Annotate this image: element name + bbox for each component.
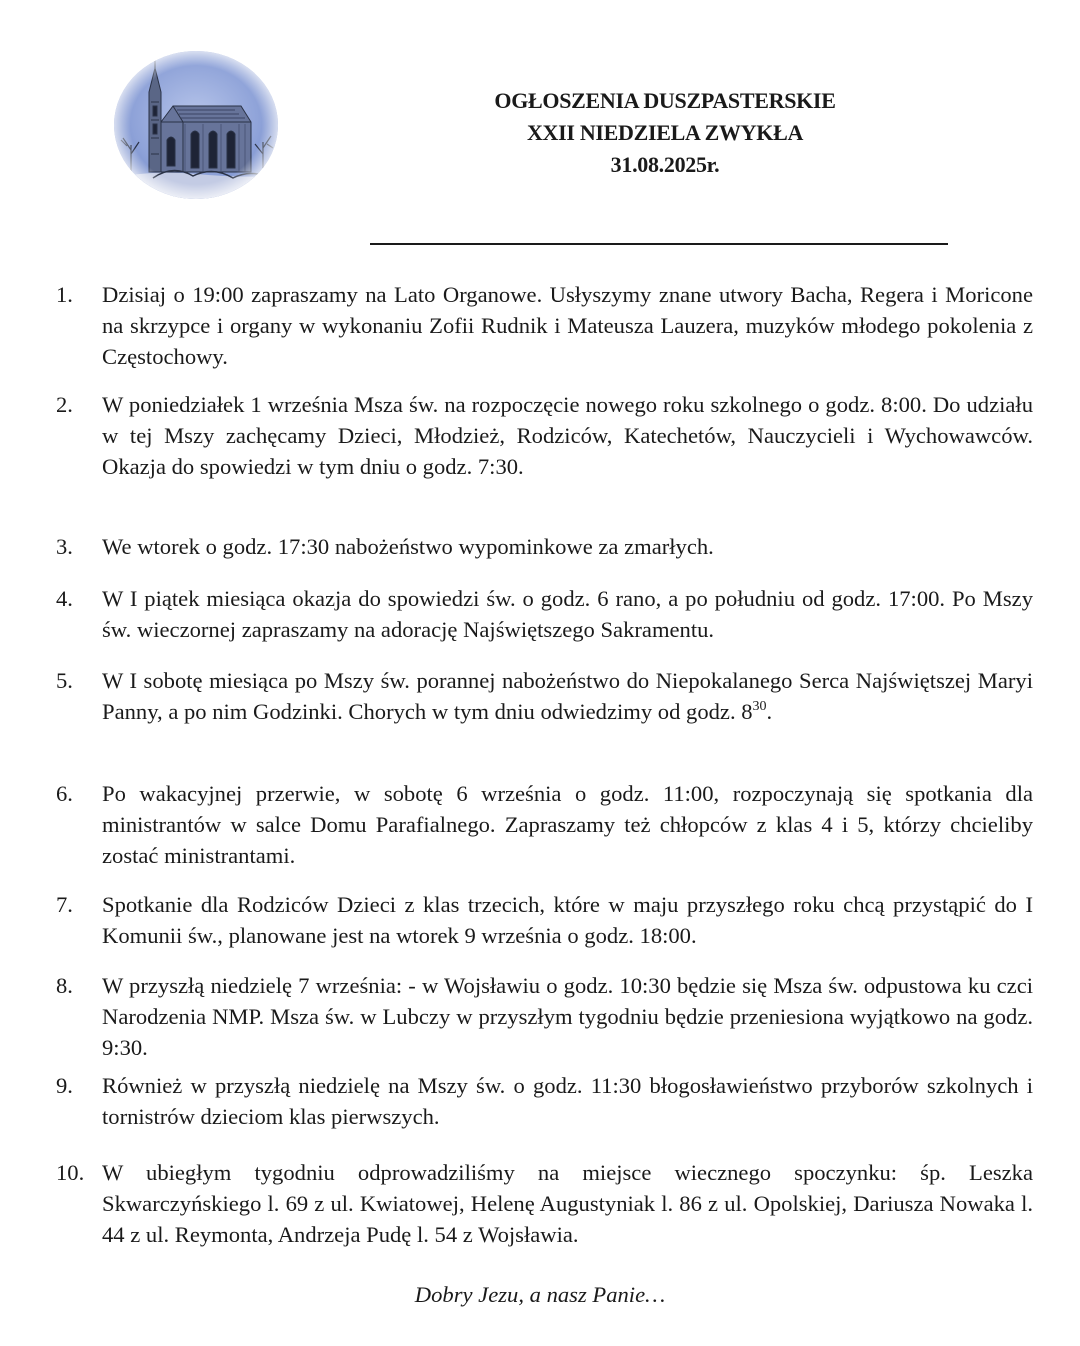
list-item (56, 778, 1033, 871)
list-item (56, 389, 1033, 482)
item-text: Również w przyszłą niedzielę na Mszy św. o godz. 11:30 błogosławieństwo przyborów szkolnych i tornistrów dzieciom klas pierwszych. (102, 1073, 1033, 1129)
header-divider (370, 243, 948, 245)
item-number: 5. (56, 668, 73, 693)
item-number: 9. (56, 1073, 73, 1098)
church-icon (113, 50, 279, 200)
list-item (56, 889, 1033, 951)
item-number: 3. (56, 534, 73, 559)
item-text: W przyszłą niedzielę 7 września: - w Wojsławiu o godz. 10:30 będzie się Msza św. odpustowa ku czci Narodzenia NMP. Msza św. w Lubczy w przyszłym tygodniu będzie przeniesiona wyjątkowo na godz. 9:30. (102, 973, 1033, 1060)
header-title: OGŁOSZENIA DUSZPASTERSKIE (494, 88, 836, 113)
item-text: We wtorek o godz. 17:30 nabożeństwo wypominkowe za zmarłych. (102, 534, 714, 559)
item-number: 6. (56, 781, 73, 806)
item-text: Po wakacyjnej przerwie, w sobotę 6 września o godz. 11:00, rozpoczynają się spotkania dla ministrantów w salce Domu Parafialnego. Zapraszamy też chłopców z klas 4 i 5, którzy chcieliby zostać ministrantami. (102, 781, 1033, 868)
item-number: 4. (56, 586, 73, 611)
list-item (56, 583, 1033, 645)
item-text-superscript: 30 (752, 699, 767, 714)
item-text-end: . (766, 699, 773, 724)
item-text (102, 665, 1033, 727)
item-text: Dzisiaj o 19:00 zapraszamy na Lato Organowe. Usłyszymy znane utwory Bacha, Regera i Moricone na skrzypce i organy w wykonaniu Zofii Rudnik i Mateusza Lauzera, muzyków młodego pokolenia z Częstochowy. (102, 282, 1033, 369)
item-number: 2. (56, 392, 73, 417)
page-header (400, 85, 930, 181)
header-sunday: XXII NIEDZIELA ZWYKŁA (526, 120, 804, 145)
item-number: 1. (56, 282, 73, 307)
item-number: 7. (56, 892, 73, 917)
item-number: 10. (56, 1160, 85, 1185)
item-text: Spotkanie dla Rodziców Dzieci z klas trzecich, które w maju przyszłego roku chcą przystąpić do I Komunii św., planowane jest na wtorek 9 września o godz. 18:00. (102, 892, 1033, 948)
list-item (56, 1070, 1033, 1132)
item-number: 8. (56, 973, 73, 998)
item-text-main: W I sobotę miesiąca po Mszy św. porannej nabożeństwo do Niepokalanego Serca Najświętszej Maryi Panny, a po nim Godzinki. Chorych w tym dniu odwiedzimy od godz. 8 (102, 668, 1033, 724)
list-item (56, 531, 1033, 562)
item-text: W ubiegłym tygodniu odprowadziliśmy na miejsce wiecznego spoczynku: śp. Leszka Skwarczyńskiego l. 69 z ul. Kwiatowej, Helenę Augustyniak l. 86 z ul. Opolskiej, Dariusza Nowaka l. 44 z ul. Reymonta, Andrzeja Pudę l. 54 z Wojsławia. (102, 1160, 1033, 1247)
closing-invocation: Dobry Jezu, a nasz Panie… (414, 1282, 666, 1307)
list-item (56, 665, 1033, 727)
item-text: W poniedziałek 1 września Msza św. na rozpoczęcie nowego roku szkolnego o godz. 8:00. Do udziału w tej Mszy zachęcamy Dzieci, Młodzież, Rodziców, Katechetów, Nauczycieli i Wychowawców. Okazja do spowiedzi w tym dniu o godz. 7:30. (102, 392, 1033, 479)
item-text: W I piątek miesiąca okazja do spowiedzi św. o godz. 6 rano, a po południu od godz. 17:00. Po Mszy św. wieczornej zapraszamy na adorację Najświętszego Sakramentu. (102, 586, 1033, 642)
list-item (56, 1157, 1033, 1250)
list-item (56, 970, 1033, 1063)
list-item (56, 279, 1033, 372)
header-date: 31.08.2025r. (610, 152, 720, 177)
parish-logo (113, 50, 279, 200)
